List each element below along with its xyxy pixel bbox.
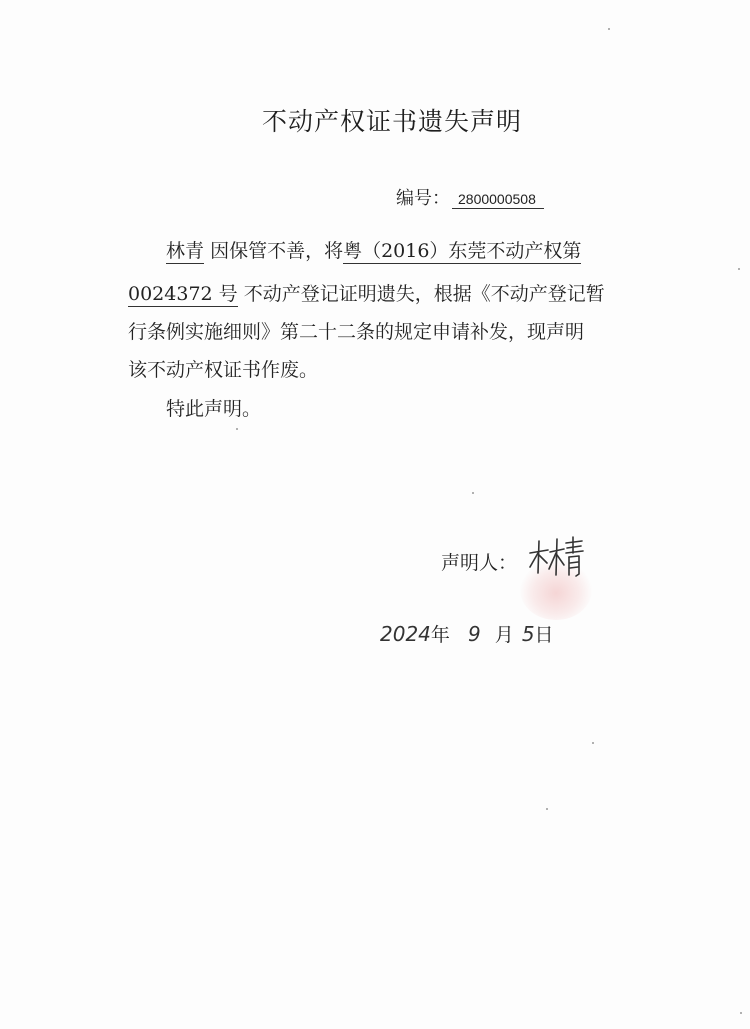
paragraph-text-2: 不动产登记证明遗失，根据《不动产登记暂: [243, 283, 605, 305]
declaration-date: [380, 620, 554, 647]
declarant-label: 声明人：: [441, 552, 518, 574]
date-month: 9: [467, 622, 481, 646]
handwritten-signature: [526, 533, 586, 583]
speck-mark: [472, 492, 474, 494]
date-year-unit: 年: [430, 624, 450, 646]
serial-label: 编号：: [396, 188, 450, 209]
serial-value: 2800000508: [452, 191, 544, 209]
speck-mark: [738, 268, 740, 270]
certificate-number-part-1: 粤（2016）东莞不动产权第: [343, 240, 582, 262]
owner-name: 林青: [166, 240, 205, 262]
speck-mark: [592, 742, 594, 744]
date-month-unit: 月: [494, 624, 514, 646]
paragraph-line-3: 行条例实施细则》第二十二条的规定申请补发，现声明: [128, 321, 585, 343]
certificate-number-part-2: 0024372 号: [128, 283, 238, 305]
paragraph-line-2: [128, 279, 668, 306]
closing-statement: [128, 394, 668, 421]
date-year: 2024: [380, 622, 431, 646]
date-day: 5: [521, 622, 535, 646]
speck-mark: [608, 28, 610, 30]
paragraph-text-1: 因保管不善，将: [210, 240, 344, 262]
speck-mark: [236, 428, 238, 430]
closing-text: 特此声明。: [166, 398, 262, 420]
speck-mark: [740, 1012, 742, 1014]
document-title: 不动产权证书遗失声明: [261, 107, 522, 136]
paragraph-line-4: 该不动产权证书作废。: [128, 359, 319, 381]
date-day-unit: 日: [534, 624, 554, 646]
paragraph-line-1: [128, 236, 668, 263]
speck-mark: [546, 808, 548, 810]
serial-number: [396, 184, 544, 210]
